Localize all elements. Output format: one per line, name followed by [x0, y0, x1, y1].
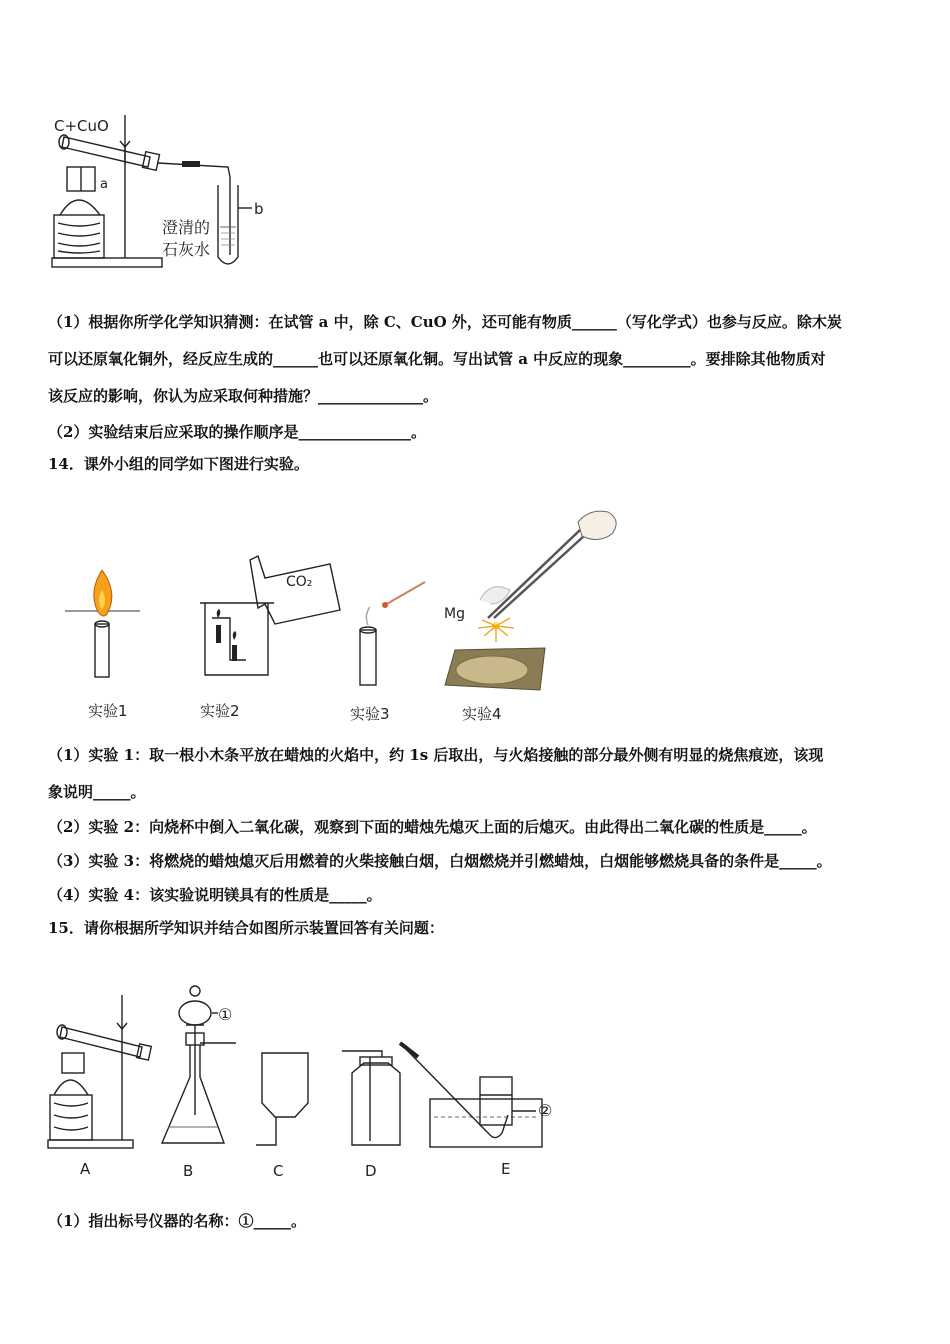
apparatus-d-label: D	[365, 1162, 377, 1180]
q13-part1-line3: 该反应的影响，你认为应采取何种措施？______________。	[48, 387, 439, 405]
q13-part1-line1: （1）根据你所学化学知识猜测：在试管 a 中，除 C、CuO 外，还可能有物质______（写化学式）也参与反应。除木炭	[48, 313, 842, 331]
apparatus-e-label: E	[501, 1160, 511, 1178]
q14-title: 14．课外小组的同学如下图进行实验。	[48, 455, 309, 473]
co2-label: CO₂	[286, 574, 313, 590]
q15-title: 15．请你根据所学知识并结合如图所示装置回答有关问题：	[48, 919, 444, 937]
funnel-marker-1: ①	[218, 1005, 233, 1024]
experiment-4-label: 实验4	[462, 705, 502, 723]
gas-apparatus-drawing	[40, 965, 580, 1180]
q15-part1: （1）指出标号仪器的名称：①_____。	[48, 1212, 306, 1230]
figure-candle-experiments	[60, 500, 620, 730]
q13-part1-line2: 可以还原氧化铜外，经反应生成的______也可以还原氧化铜。写出试管 a 中反应的现象_________。要排除其他物质对	[48, 350, 826, 368]
q14-part4: （4）实验 4：该实验说明镁具有的性质是_____。	[48, 886, 382, 904]
q14-part2: （2）实验 2：向烧杯中倒入二氧化碳，观察到下面的蜡烛先熄灭上面的后熄灭。由此得出二氧化碳的性质是_____。	[48, 818, 817, 836]
q14-part3: （3）实验 3：将燃烧的蜡烛熄灭后用燃着的火柴接触白烟，白烟燃烧并引燃蜡烛，白烟能够燃烧具备的条件是_____。	[48, 852, 832, 870]
figure-carbon-reduction-apparatus	[40, 105, 280, 275]
tube-a-label: a	[100, 177, 108, 192]
q14-part1-line1: （1）实验 1：取一根小木条平放在蜡烛的火焰中，约 1s 后取出，与火焰接触的部分最外侧有明显的烧焦痕迹，该现	[48, 746, 824, 764]
experiment-1-label: 实验1	[88, 702, 128, 720]
experiment-3-label: 实验3	[350, 705, 390, 723]
limewater-label-1: 澄清的	[162, 218, 211, 237]
apparatus-c-label: C	[273, 1162, 284, 1180]
trough-marker-2: ②	[538, 1101, 553, 1120]
apparatus-a-label: A	[80, 1160, 91, 1178]
tube-b-label: b	[254, 200, 264, 218]
q13-part2: （2）实验结束后应采取的操作顺序是_______________。	[48, 423, 426, 441]
limewater-label-2: 石灰水	[162, 240, 211, 259]
mg-label: Mg	[444, 606, 465, 622]
figure-gas-apparatus	[40, 965, 580, 1180]
candle-experiments-drawing	[60, 500, 620, 730]
apparatus-b-label: B	[183, 1162, 194, 1180]
reagent-label: C+CuO	[54, 117, 109, 135]
experiment-2-label: 实验2	[200, 702, 240, 720]
q14-part1-line2: 象说明_____。	[48, 783, 146, 801]
